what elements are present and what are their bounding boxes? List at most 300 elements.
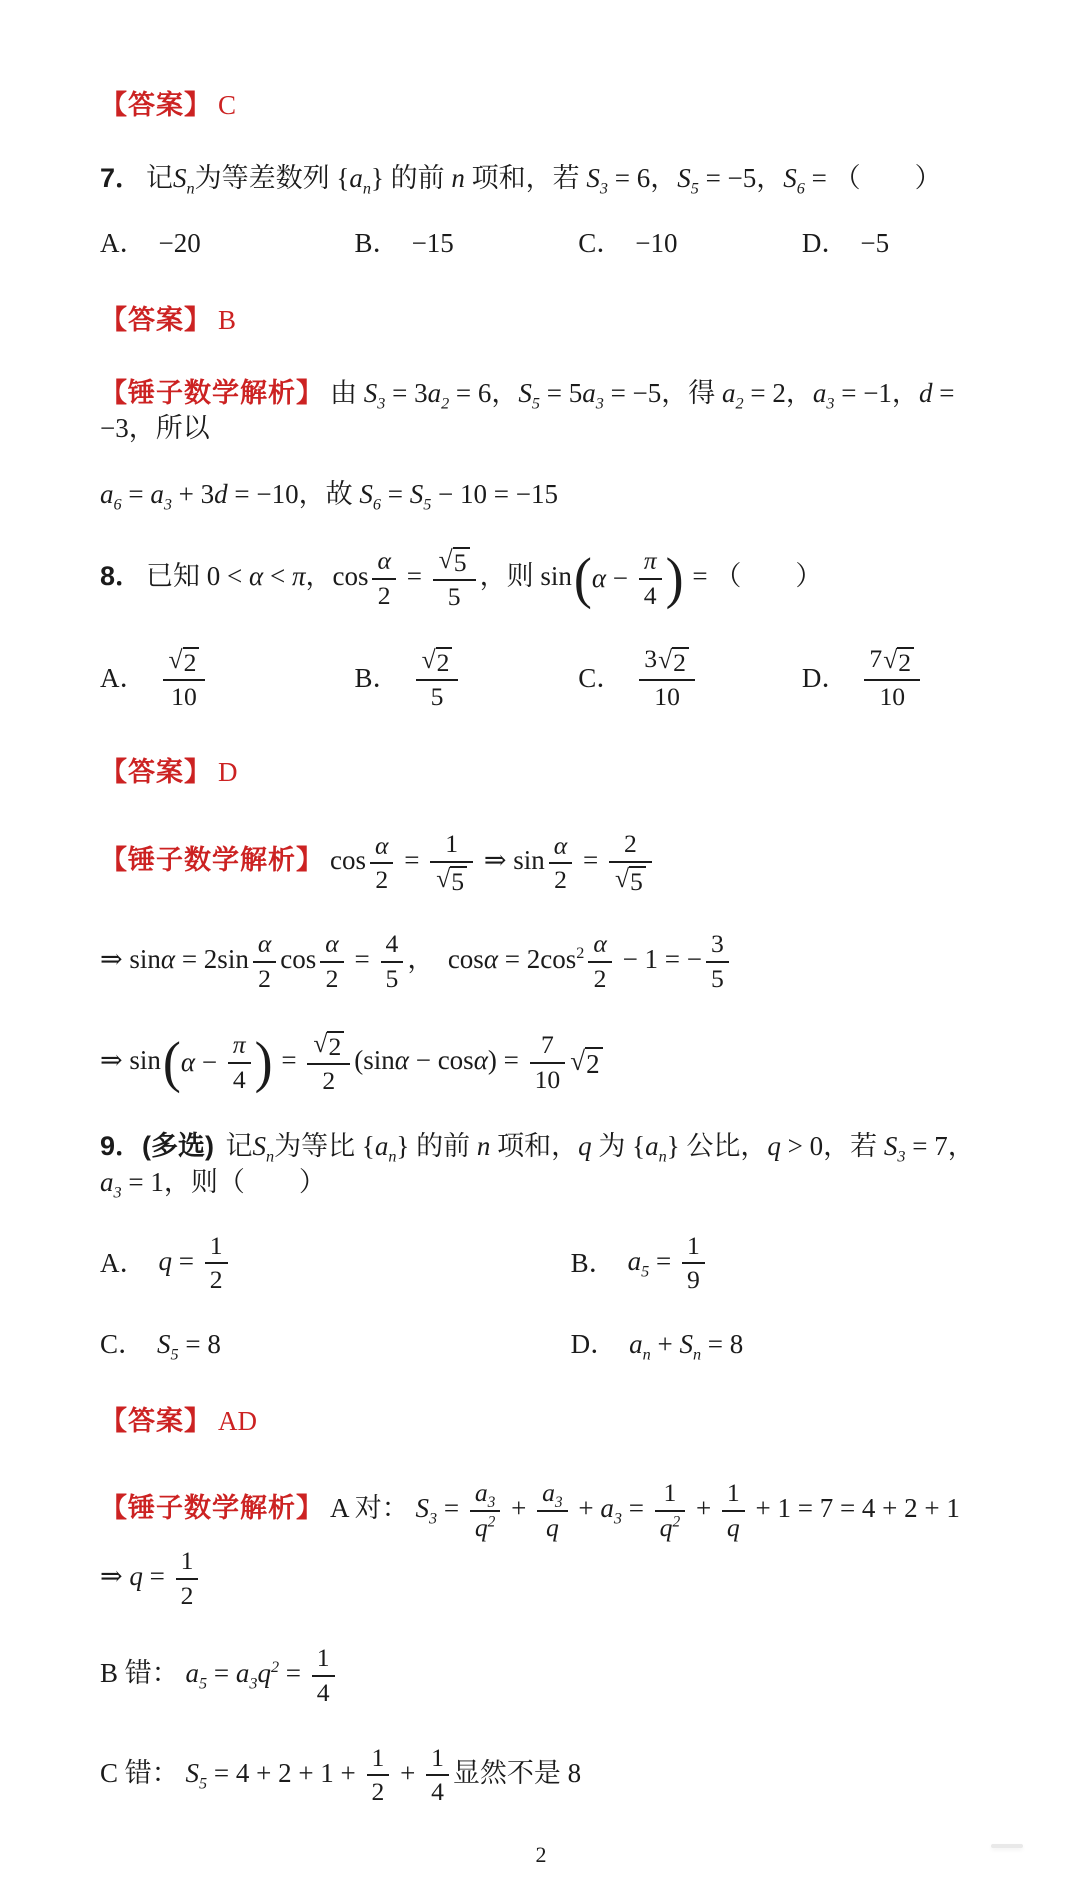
fraction-denominator [706,961,729,994]
math-variable: $S_6$ [783,163,805,198]
text-run: = 6， [449,378,519,409]
text-run: cos [280,944,317,975]
math-fraction [433,546,476,612]
math-fraction [381,930,404,993]
subscript: 3 [554,1494,563,1512]
options-row [100,643,982,713]
math-fraction [416,645,459,711]
text-run: = [279,1658,308,1689]
fraction-denominator [312,1675,335,1708]
text-run: 4 [643,580,657,610]
text-run: − 10 = −15 [431,478,558,509]
math-variable: α [377,545,391,575]
text-run: + [689,1493,718,1524]
text-run: = 8 [701,1329,744,1360]
page-number: 2 [535,1842,547,1868]
math-variable: q [158,1245,172,1276]
text-run: A 对： [330,1493,416,1524]
option-label: B． [354,662,400,693]
fraction-denominator [228,1062,251,1095]
radical-sign: √ [168,644,183,674]
subscript: 5 [170,1345,179,1364]
fraction-denominator [639,578,662,611]
math-variable: $q^2$ [659,1513,681,1543]
text-run: 4 [316,1677,330,1707]
subscript: n [186,179,195,198]
math-radical [615,866,646,896]
math-fraction [682,1232,705,1295]
radical-sign: √ [658,644,673,674]
radical-sign: √ [570,1045,586,1076]
math-fraction [176,1547,199,1610]
fraction-numerator [864,645,920,678]
subscript: 3 [377,394,386,413]
text-run: = 7， [905,1131,975,1162]
option-value [860,643,924,713]
fraction-numerator [682,1232,705,1263]
math-variable: $S_6$ [359,478,381,513]
text-run: 5 [385,963,399,993]
exam-answer-sheet [100,88,982,1809]
answer-value: AD [218,1406,257,1437]
math-radical [570,1047,602,1078]
text-run: 2 [898,647,912,677]
formula-line [100,477,982,512]
text-run: = [172,1245,201,1276]
text-run: 2 [436,647,450,677]
problem-number: 8． [100,560,143,591]
math-variable: $a_2$ [427,378,450,413]
option-label: A． [100,662,147,693]
math-variable: $a_2$ [722,378,744,413]
analysis-label: 【锤子数学解析】 [100,845,324,876]
text-run: = [399,560,429,591]
text-run: 项和，若 [464,163,587,194]
option-value [157,1327,221,1362]
text-run: 2 [586,1048,600,1079]
subscript: n [692,1345,702,1364]
fraction-denominator [372,578,395,611]
fraction-numerator [381,930,404,961]
option-label: C． [100,1329,146,1360]
text-run: 1 [209,1230,223,1260]
radical-sign: √ [614,864,630,894]
text-run: 10 [534,1064,561,1094]
fraction-numerator [372,547,395,578]
math-variable: $S_3$ [415,1493,438,1528]
formula-line [100,1028,982,1098]
text-run: 5 [451,867,465,897]
fraction-numerator [416,645,459,678]
fraction-numerator [609,830,652,861]
text-run: = [121,478,151,509]
math-variable: d [918,378,933,409]
fraction-denominator [682,1262,705,1295]
text-run: = 6， [608,163,678,194]
fraction-denominator [588,961,611,994]
text-run: = −5， [698,163,784,194]
problem-statement [100,161,982,196]
analysis-line [100,376,982,446]
math-variable: π [232,1029,246,1059]
open-paren: ( [162,1030,181,1094]
text-run: 5 [430,681,444,711]
text-run: > 0，若 [780,1131,884,1162]
math-variable: $a_3$ [542,1478,563,1512]
option-label: C． [578,228,624,259]
fraction-denominator [537,1510,568,1543]
text-run: −20 [158,228,201,259]
math-variable: $S_3$ [883,1131,906,1166]
fraction-numerator [228,1031,251,1062]
radicand [183,647,200,677]
paren-content [592,545,666,612]
math-variable: α [394,1044,409,1075]
fraction-numerator [320,930,343,961]
option-value [635,226,677,261]
text-run: 2 [322,1065,336,1095]
math-variable: $S_3$ [586,163,608,198]
text-run: = 5 [540,378,583,409]
radicand [672,647,689,677]
subscript: 3 [163,494,172,513]
text-run: = [621,1493,651,1524]
analysis-label: 【锤子数学解析】 [100,378,324,409]
text-run: = −3，所以 [100,378,962,444]
problem-statement [100,544,982,614]
answer-value: B [218,305,237,336]
subscript: n [362,179,371,198]
option-label: D． [801,662,849,693]
text-run: ⇒ sin [477,845,545,876]
subscript: 5 [199,1774,208,1793]
text-run: 记 [225,1131,253,1162]
fraction-numerator [205,1232,228,1263]
text-run: 2 [258,963,271,993]
subscript: 3 [249,1674,258,1693]
math-variable: $S_n$ [679,1329,702,1364]
option-item [571,1327,994,1362]
text-run: − [606,563,635,594]
close-paren: ) [254,1030,273,1094]
fraction-numerator [367,1744,390,1775]
math-radical [436,866,467,896]
math-variable: $S_n$ [173,163,195,198]
math-variable: $q^2$ [257,1658,280,1689]
subscript: 6 [796,179,805,198]
answer-value: D [218,757,238,788]
options-row [100,226,982,261]
fraction-numerator [430,830,473,861]
text-run: 由 [330,378,364,409]
option-value [628,1230,709,1297]
fraction-denominator [864,679,920,712]
math-radical [168,644,200,677]
math-fraction [307,1030,350,1096]
subscript: 5 [641,1261,650,1280]
fraction-numerator [639,547,662,578]
text-run: 已知 0 < [146,560,250,591]
math-variable: α [375,830,389,860]
fraction-numerator [722,1479,745,1510]
subscript: n [266,1147,275,1166]
text-run: = [397,845,427,876]
fraction-denominator [320,961,343,994]
fraction-denominator [609,861,652,896]
text-run: = [380,478,410,509]
option-value [159,643,210,713]
text-run: ， cos [407,944,484,975]
text-run: = 4 + 2 + 1 + [207,1757,363,1788]
text-run: 10 [879,681,906,711]
math-variable: $a_3$ [474,1478,496,1512]
text-run: 1 [180,1545,194,1575]
problem-number: 7． [100,163,143,194]
fraction-denominator [163,679,206,712]
subscript: 3 [595,394,604,413]
text-run: cos [330,845,366,876]
fraction-denominator [639,679,695,712]
math-variable: n [451,163,465,194]
answer-label: 【答案】 [100,757,212,788]
math-radical [658,644,689,677]
text-run: 2 [180,1580,194,1610]
option-label: D． [570,1329,618,1360]
text-run: = [347,944,377,975]
fraction-denominator [549,862,572,895]
problem-statement [100,1129,982,1199]
problem-number: 9．(多选) [100,1131,222,1162]
text-run: } 的前 [370,163,452,194]
subscript: 3 [599,179,608,198]
text-run: = [142,1560,172,1591]
subscript: 6 [113,494,122,513]
fraction-numerator [176,1547,199,1578]
text-run: 4 [232,1064,246,1094]
option-item [802,226,1018,261]
option-value [412,643,463,713]
math-fraction [430,830,473,896]
option-value [635,643,699,713]
text-run: = −5，得 [603,378,723,409]
text-run: 10 [654,681,680,711]
subscript: n [388,1147,397,1166]
option-item [578,643,790,713]
text-run: 2 [554,865,567,895]
math-fraction [312,1644,335,1707]
text-run: + [504,1493,534,1524]
math-variable: $S_3$ [363,378,386,413]
answer-line [100,1404,982,1439]
math-variable: $a_3$ [600,1493,622,1528]
math-fraction [588,930,611,993]
math-variable: $a_5$ [185,1658,208,1693]
text-run: 2 [593,963,607,993]
text-run: < [263,560,292,591]
close-paren: ) [665,546,684,610]
option-label: B． [570,1247,616,1278]
text-run: − cos [408,1044,474,1075]
option-label: D． [801,228,849,259]
text-run: 2 [375,865,389,895]
subscript: 5 [690,179,699,198]
math-variable: q [578,1131,592,1162]
fraction-numerator [549,832,572,863]
text-run: 2 [623,829,637,859]
text-run: + 1 = 7 = 4 + 2 + 1 ⇒ [100,1493,967,1591]
subscript: 2 [735,394,744,413]
text-run: 为 { [591,1131,646,1162]
text-run: 4 [385,929,399,959]
subscript: n [642,1345,651,1364]
option-item [100,643,343,713]
text-run: = [576,845,605,876]
text-run: = 1，则（ ） [121,1166,326,1197]
text-run: + [393,1757,423,1788]
math-fraction [639,645,695,711]
math-variable: d [214,478,228,509]
fraction-numerator [307,1030,350,1063]
math-variable: α [257,929,272,959]
fraction-numerator [433,546,476,579]
radicand [450,866,467,896]
math-variable: $S_5$ [409,478,432,513]
text-run: } 的前 [396,1131,477,1162]
analysis-label: 【锤子数学解析】 [100,1493,324,1524]
text-run: + [571,1493,601,1524]
radicand [436,647,453,677]
math-fraction [320,930,343,993]
fraction-denominator [176,1578,199,1611]
text-run: = 3 [385,378,428,409]
answer-label: 【答案】 [100,1406,212,1437]
math-fraction [470,1479,501,1542]
option-item [355,643,567,713]
radical-sign: √ [313,1028,328,1058]
fraction-denominator [530,1062,566,1095]
text-run: = 2， [743,378,813,409]
text-run: 2 [673,647,686,677]
option-value [159,1230,232,1297]
text-run: − 1 = − [615,944,702,975]
text-run: −15 [411,228,454,259]
math-fraction [537,1479,568,1542]
math-variable: $S_5$ [185,1757,208,1793]
text-run: 1 [663,1478,677,1508]
radicand [897,647,914,677]
option-label: C． [578,662,624,693]
option-item [571,1230,994,1297]
subscript: 5 [199,1674,208,1693]
math-variable: α [325,929,339,959]
radical-sign: √ [421,644,436,674]
fraction-numerator [530,1031,566,1062]
subscript: 5 [531,394,540,413]
answer-line [100,755,982,790]
text-run: = （ ） [685,560,823,591]
scan-artifact-line [991,1844,1023,1848]
math-fraction [370,832,393,895]
math-variable: q [767,1131,781,1162]
superscript: 2 [487,1513,496,1531]
math-fraction [722,1479,745,1542]
fraction-numerator [426,1744,449,1775]
math-variable: α [591,563,607,594]
text-run: 2 [371,1777,385,1807]
text-run: 为等比 { [274,1131,375,1162]
text-run: B 错： [100,1658,186,1689]
fraction-denominator [433,579,476,612]
text-run: } 公比， [666,1131,768,1162]
text-run: (sin [354,1044,395,1075]
math-variable: $a_3$ [235,1658,258,1693]
subscript: n [658,1147,667,1166]
radical-sign: √ [436,864,451,894]
text-run: 2 [328,1031,342,1061]
text-run: 2 [209,1265,223,1295]
math-variable: $a_5$ [627,1245,650,1280]
text-run: 9 [686,1265,700,1295]
math-variable: π [291,560,306,591]
math-parenthesized [163,1029,273,1096]
math-variable: q [129,1560,143,1591]
formula-line [100,1642,982,1709]
text-run: 5 [447,581,461,611]
text-run: + [650,1329,680,1360]
text-run: = −1， [834,378,919,409]
option-label: B． [354,228,400,259]
fraction-denominator [426,1774,449,1807]
text-run: ⇒ sin [100,944,161,975]
superscript: 2 [270,1658,280,1677]
radical-sign: √ [438,544,453,574]
math-variable: $a_3$ [100,1166,122,1201]
math-variable: $a_n$ [349,163,371,198]
text-run: 4 [431,1777,444,1807]
option-item [100,226,343,261]
text-run: 记 [146,163,174,194]
math-parenthesized [574,545,684,612]
fraction-numerator [253,930,276,961]
subscript: 3 [826,394,835,413]
math-variable: $a_n$ [629,1329,651,1364]
text-run: 3 [711,929,724,959]
math-fraction [549,832,572,895]
math-variable: $a_n$ [374,1131,397,1166]
text-run: 1 [371,1742,385,1772]
text-run: + 3 [171,478,215,509]
math-variable: α [473,1044,488,1075]
math-fraction [655,1479,686,1542]
text-run: 显然不是 8 [452,1757,582,1788]
option-item [100,1230,559,1297]
text-run: 1 [726,1478,740,1508]
text-run: C 错： [100,1757,186,1788]
math-fraction [706,930,729,993]
option-item [355,226,567,261]
math-fraction [609,830,652,896]
text-run: = 8 [178,1329,221,1360]
answer-label: 【答案】 [100,90,212,120]
text-run: = [437,1493,466,1524]
text-run: = −10，故 [227,478,360,509]
math-fraction [228,1031,251,1094]
answer-value: C [218,90,237,120]
answer-label: 【答案】 [100,305,212,336]
math-radical [883,644,914,677]
text-run: = （ ） [804,163,942,194]
math-radical [313,1028,344,1061]
